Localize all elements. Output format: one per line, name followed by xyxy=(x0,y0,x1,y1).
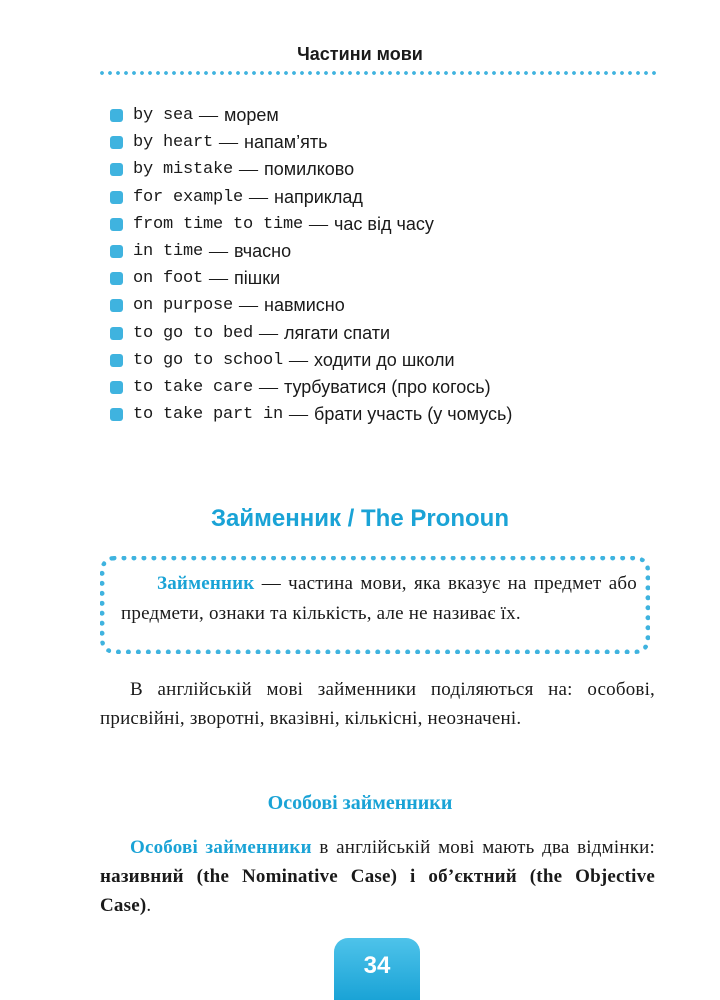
phrase-english: for example xyxy=(133,187,244,207)
phrase-english: to take care xyxy=(133,377,254,397)
intro-paragraph: В англійській мові займенники поділяються на: особові, присвійні, зворотні, вказівні, кількісні, неозначені. xyxy=(100,679,655,729)
definition-body: — частина мови, яка вказує на предмет або предмети, ознаки та кількість, але не називає їх. xyxy=(121,573,637,624)
phrase-english: by sea xyxy=(133,106,194,125)
square-bullet-icon xyxy=(110,136,123,149)
phrase-english: to go to bed xyxy=(133,323,254,343)
subsection-text: в англійській мові мають два відмінки: xyxy=(311,837,655,858)
page-number: 34 xyxy=(363,952,391,979)
list-item xyxy=(110,292,512,319)
subsection-paragraph xyxy=(100,833,655,920)
square-bullet-icon xyxy=(110,109,123,122)
phrase-dash: — xyxy=(249,186,269,208)
phrase-dash: — xyxy=(209,240,229,262)
phrase-dash: — xyxy=(209,268,229,290)
subsection-title: Особові займенники xyxy=(267,792,453,814)
phrase-english: from time to time xyxy=(133,214,304,234)
list-item xyxy=(110,265,512,292)
phrase-dash: — xyxy=(239,159,259,181)
list-item xyxy=(110,347,512,374)
square-bullet-icon xyxy=(110,245,123,258)
definition-text xyxy=(121,569,637,629)
phrase-translation: помилково xyxy=(264,159,355,180)
phrase-english: to take part in xyxy=(133,405,284,425)
phrase-dash: — xyxy=(259,322,279,344)
phrase-english: in time xyxy=(133,241,204,261)
square-bullet-icon xyxy=(110,408,123,421)
square-bullet-icon xyxy=(110,381,123,394)
phrase-dash: — xyxy=(259,376,279,398)
section-title: Займенник / The Pronoun xyxy=(211,505,509,532)
phrase-english: on purpose xyxy=(133,296,234,316)
phrase-translation: лягати спати xyxy=(284,322,391,343)
phrase-translation: пішки xyxy=(234,268,281,289)
square-bullet-icon xyxy=(110,272,123,285)
subsection-bold-text: називний (the Nominative Case) і об’єктний (the Objective Case) xyxy=(100,866,655,916)
definition-term: Займенник xyxy=(157,573,255,594)
list-item xyxy=(110,320,512,347)
phrase-translation: навмисно xyxy=(264,295,345,316)
subsection-lead-term: Особові займенники xyxy=(130,837,312,858)
phrase-translation: ходити до школи xyxy=(314,349,455,370)
phrase-translation: наприклад xyxy=(274,186,363,207)
list-item xyxy=(110,238,512,265)
phrase-english: by mistake xyxy=(133,160,234,180)
square-bullet-icon xyxy=(110,327,123,340)
phrase-english: to go to school xyxy=(133,350,284,370)
square-bullet-icon xyxy=(110,354,123,367)
list-item xyxy=(110,211,512,238)
phrase-list xyxy=(110,102,512,428)
phrase-translation: брати участь (у чомусь) xyxy=(314,404,513,425)
definition-box xyxy=(100,556,650,654)
phrase-translation: напам’ять xyxy=(244,132,328,153)
phrase-dash: — xyxy=(289,404,309,426)
list-item xyxy=(110,102,512,129)
square-bullet-icon xyxy=(110,163,123,176)
phrase-dash: — xyxy=(309,213,329,235)
list-item xyxy=(110,374,512,401)
list-item xyxy=(110,129,512,156)
phrase-dash: — xyxy=(219,132,239,154)
list-item xyxy=(110,184,512,211)
subsection-text-end: . xyxy=(146,895,152,916)
phrase-dash: — xyxy=(289,349,309,371)
list-item xyxy=(110,156,512,183)
running-head: Частини мови xyxy=(297,44,423,64)
phrase-english: by heart xyxy=(133,133,214,153)
square-bullet-icon xyxy=(110,218,123,231)
dotted-divider xyxy=(98,71,658,75)
square-bullet-icon xyxy=(110,299,123,312)
phrase-translation: час від часу xyxy=(334,213,434,234)
page-number-tab xyxy=(334,938,420,1000)
phrase-english: on foot xyxy=(133,269,204,289)
phrase-translation: вчасно xyxy=(234,240,292,261)
phrase-dash: — xyxy=(199,105,219,126)
phrase-translation: турбуватися (про когось) xyxy=(284,376,491,397)
list-item xyxy=(110,401,512,428)
square-bullet-icon xyxy=(110,191,123,204)
phrase-dash: — xyxy=(239,295,259,317)
phrase-translation: морем xyxy=(224,105,279,125)
